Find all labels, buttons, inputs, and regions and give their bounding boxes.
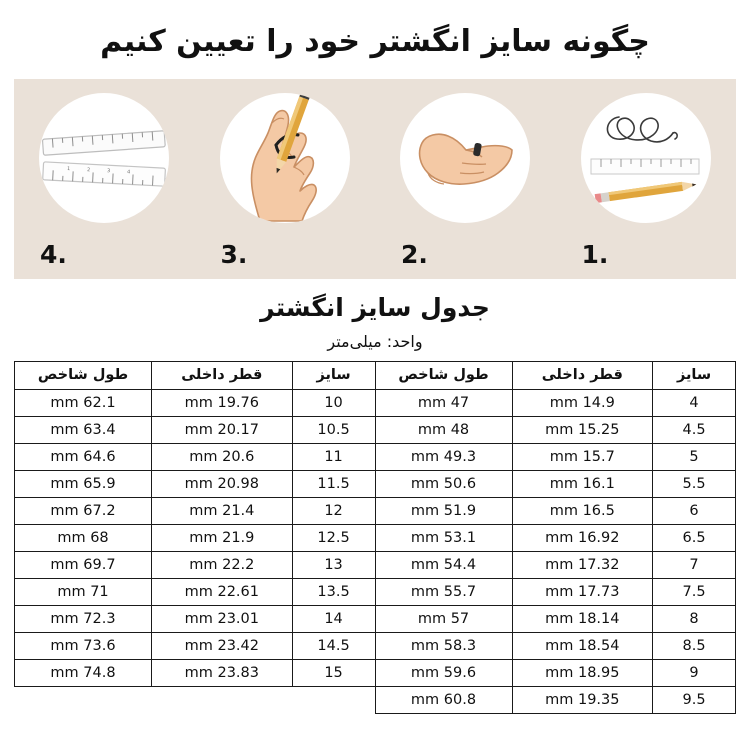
- cell-circumference-left: 67.2 mm: [15, 497, 152, 524]
- cell-size-left: 12: [292, 497, 375, 524]
- cell-circumference-right: 53.1 mm: [375, 524, 512, 551]
- cell-diameter-right: 19.35 mm: [512, 686, 653, 713]
- cell-diameter-right: 17.32 mm: [512, 551, 653, 578]
- cell-circumference-left: 62.1 mm: [15, 389, 152, 416]
- svg-text:1: 1: [67, 165, 71, 172]
- cell-size-left: 15: [292, 659, 375, 686]
- svg-text:2: 2: [87, 166, 91, 173]
- cell-circumference-left: 69.7 mm: [15, 551, 152, 578]
- ring-size-table: [14, 361, 736, 714]
- page-title: چگونه سایز انگشتر خود را تعیین کنیم: [100, 24, 650, 59]
- cell-diameter-left: 21.4 mm: [152, 497, 293, 524]
- table-row: [15, 632, 736, 659]
- cell-circumference-right: 59.6 mm: [375, 659, 512, 686]
- cell-size-right: 4: [653, 389, 736, 416]
- step-2: [375, 79, 556, 279]
- table-row: [15, 686, 736, 713]
- cell-diameter-left: 23.01 mm: [152, 605, 293, 632]
- cell-circumference-left: 72.3 mm: [15, 605, 152, 632]
- size-table-wrapper: [14, 361, 736, 714]
- step-4-circle: [39, 93, 169, 223]
- cell-size-right: 9.5: [653, 686, 736, 713]
- cell-size-left: 13.5: [292, 578, 375, 605]
- cell-size-right: 8.5: [653, 632, 736, 659]
- header-size-left: سایز: [292, 361, 375, 389]
- cell-diameter-right: 16.92 mm: [512, 524, 653, 551]
- table-body: [15, 389, 736, 713]
- cell-size-right: 6.5: [653, 524, 736, 551]
- table-row: [15, 416, 736, 443]
- cell-circumference-right: 58.3 mm: [375, 632, 512, 659]
- table-row: [15, 389, 736, 416]
- cell-circumference-right: 55.7 mm: [375, 578, 512, 605]
- header-circumference-right: طول شاخص: [375, 361, 512, 389]
- cell-circumference-left: 63.4 mm: [15, 416, 152, 443]
- cell-circumference-left: 65.9 mm: [15, 470, 152, 497]
- cell-diameter-left: 20.98 mm: [152, 470, 293, 497]
- cell-size-right: 8: [653, 605, 736, 632]
- cell-diameter-left: 23.83 mm: [152, 659, 293, 686]
- cell-size-left: [292, 686, 375, 713]
- cell-circumference-left: 64.6 mm: [15, 443, 152, 470]
- cell-circumference-right: 51.9 mm: [375, 497, 512, 524]
- cell-size-left: 14: [292, 605, 375, 632]
- header-size-right: سایز: [653, 361, 736, 389]
- cell-diameter-right: 15.7 mm: [512, 443, 653, 470]
- step-1-circle: [581, 93, 711, 223]
- table-row: [15, 551, 736, 578]
- table-row: [15, 497, 736, 524]
- steps-illustration-band: [14, 79, 736, 279]
- step-1: [556, 79, 737, 279]
- step-2-circle: [400, 93, 530, 223]
- cell-size-left: 14.5: [292, 632, 375, 659]
- cell-diameter-right: 18.54 mm: [512, 632, 653, 659]
- cell-circumference-right: 57 mm: [375, 605, 512, 632]
- cell-circumference-right: 48 mm: [375, 416, 512, 443]
- cell-size-left: 11: [292, 443, 375, 470]
- cell-circumference-left: 74.8 mm: [15, 659, 152, 686]
- cell-size-right: 4.5: [653, 416, 736, 443]
- cell-size-right: 9: [653, 659, 736, 686]
- table-header-row: [15, 361, 736, 389]
- step-3: [195, 79, 376, 279]
- table-row: [15, 443, 736, 470]
- cell-size-right: 7: [653, 551, 736, 578]
- step-3-circle: [220, 93, 350, 223]
- ruler-icon: [39, 93, 169, 223]
- cell-circumference-left: 68 mm: [15, 524, 152, 551]
- cell-circumference-left: [15, 686, 152, 713]
- step-4-number: 4.: [40, 239, 67, 269]
- cell-diameter-left: 22.2 mm: [152, 551, 293, 578]
- cell-circumference-left: 73.6 mm: [15, 632, 152, 659]
- table-row: [15, 470, 736, 497]
- table-row: [15, 605, 736, 632]
- cell-diameter-left: 19.76 mm: [152, 389, 293, 416]
- cell-size-right: 5.5: [653, 470, 736, 497]
- cell-circumference-right: 49.3 mm: [375, 443, 512, 470]
- cell-diameter-right: 18.14 mm: [512, 605, 653, 632]
- cell-circumference-right: 60.8 mm: [375, 686, 512, 713]
- cell-diameter-left: 20.6 mm: [152, 443, 293, 470]
- header-diameter-left: قطر داخلی: [152, 361, 293, 389]
- cell-size-right: 7.5: [653, 578, 736, 605]
- cell-size-left: 13: [292, 551, 375, 578]
- cell-diameter-right: 17.73 mm: [512, 578, 653, 605]
- cell-diameter-left: [152, 686, 293, 713]
- table-row: [15, 578, 736, 605]
- cell-size-right: 6: [653, 497, 736, 524]
- cell-circumference-left: 71 mm: [15, 578, 152, 605]
- string-and-pencil-icon: [581, 93, 711, 223]
- cell-diameter-left: 22.61 mm: [152, 578, 293, 605]
- step-4: [14, 79, 195, 279]
- cell-circumference-right: 50.6 mm: [375, 470, 512, 497]
- cell-diameter-left: 20.17 mm: [152, 416, 293, 443]
- svg-text:3: 3: [107, 167, 111, 174]
- cell-circumference-right: 47 mm: [375, 389, 512, 416]
- unit-label: واحد: میلی‌متر: [327, 331, 423, 351]
- cell-diameter-right: 14.9 mm: [512, 389, 653, 416]
- table-row: [15, 524, 736, 551]
- step-2-number: 2.: [401, 239, 428, 269]
- table-section-title: جدول سایز انگشتر: [260, 292, 490, 322]
- hand-pointing-ring-icon: [400, 93, 530, 223]
- cell-diameter-right: 15.25 mm: [512, 416, 653, 443]
- cell-diameter-right: 16.1 mm: [512, 470, 653, 497]
- svg-text:4: 4: [127, 168, 131, 175]
- cell-size-left: 11.5: [292, 470, 375, 497]
- cell-size-left: 10: [292, 389, 375, 416]
- cell-diameter-right: 18.95 mm: [512, 659, 653, 686]
- table-row: [15, 659, 736, 686]
- step-1-number: 1.: [581, 239, 609, 269]
- cell-diameter-left: 21.9 mm: [152, 524, 293, 551]
- step-3-number: 3.: [220, 239, 248, 269]
- cell-diameter-left: 23.42 mm: [152, 632, 293, 659]
- hand-marking-string-icon: [220, 93, 350, 223]
- header-circumference-left: طول شاخص: [15, 361, 152, 389]
- cell-size-left: 12.5: [292, 524, 375, 551]
- cell-size-left: 10.5: [292, 416, 375, 443]
- cell-circumference-right: 54.4 mm: [375, 551, 512, 578]
- cell-size-right: 5: [653, 443, 736, 470]
- header-diameter-right: قطر داخلی: [512, 361, 653, 389]
- cell-diameter-right: 16.5 mm: [512, 497, 653, 524]
